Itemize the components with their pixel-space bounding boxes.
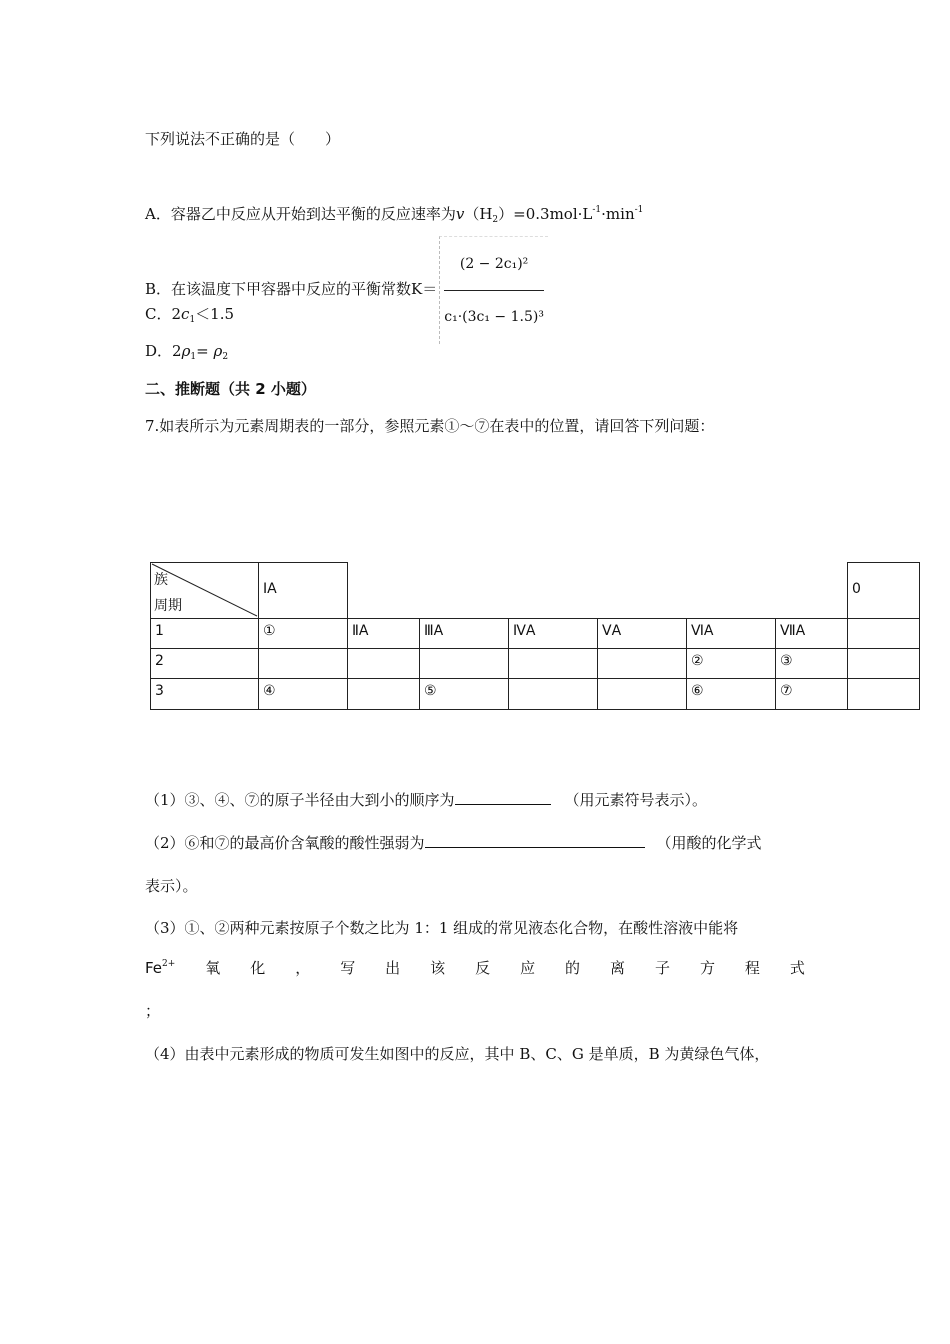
empty-cell — [419, 648, 509, 679]
question-stem: 下列说法不正确的是（ ） — [145, 130, 341, 148]
cell-element-7: ⑦ — [775, 678, 848, 710]
group-header-ia: IA — [258, 562, 348, 619]
cell-element-6: ⑥ — [686, 678, 776, 710]
group-header-0: 0 — [847, 562, 920, 619]
empty-cell — [347, 678, 420, 710]
cell-element-1: ① — [258, 618, 348, 649]
answer-blank-2[interactable] — [425, 833, 645, 848]
cell-element-3: ③ — [775, 648, 848, 679]
empty-cell — [258, 648, 348, 679]
corner-cell — [150, 562, 259, 619]
empty-cell — [847, 648, 920, 679]
empty-cell — [347, 648, 420, 679]
group-header-va: ⅤA — [597, 618, 687, 649]
periodic-table — [150, 562, 920, 710]
empty-cell — [847, 678, 920, 710]
cell-element-4: ④ — [258, 678, 348, 710]
empty-cell — [597, 648, 687, 679]
option-b: B．在该温度下甲容器中反应的平衡常数K＝ $\frac{\text{(2 − 2c₁)²}}{\text{c₁·(3c₁ − 1.5)³}}$ — [145, 236, 548, 344]
group-header-iia: ⅡA — [347, 618, 420, 649]
sub-question-2-continued: 表示）。 — [145, 877, 198, 895]
sub-question-3-continued: $Fe^{2+}$ 氧 化 ， 写 出 该 反 应 的 离 子 方 程 式 — [145, 959, 805, 977]
group-header-viia: ⅦA — [775, 618, 848, 649]
period-2-label: 2 — [150, 648, 259, 679]
period-3-label: 3 — [150, 678, 259, 710]
group-header-iiia: ⅢA — [419, 618, 509, 649]
empty-cell — [508, 678, 598, 710]
sub-question-2: （2）⑥和⑦的最高价含氧酸的酸性强弱为 （用酸的化学式 — [145, 834, 762, 852]
group-header-via: ⅥA — [686, 618, 776, 649]
sub-question-1: （1）③、④、⑦的原子半径由大到小的顺序为 （用元素符号表示）。 — [145, 791, 708, 809]
answer-blank-1[interactable] — [455, 790, 551, 805]
sub-question-3-end: ； — [145, 1002, 161, 1020]
corner-label-period: 周期 — [154, 598, 182, 614]
empty-cell — [508, 648, 598, 679]
cell-element-2: ② — [686, 648, 776, 679]
option-d: D．$2\rho_1= \rho_2$ — [145, 342, 229, 362]
empty-cell — [597, 678, 687, 710]
cell-element-5: ⑤ — [419, 678, 509, 710]
empty-cell — [847, 618, 920, 649]
sub-question-3: （3）①、②两种元素按原子个数之比为 1：1 组成的常见液态化合物，在酸性溶液中能将 — [145, 919, 739, 937]
question-7-intro: 7.如表所示为元素周期表的一部分，参照元素①～⑦在表中的位置，请回答下列问题： — [145, 417, 715, 435]
group-header-iva: ⅣA — [508, 618, 598, 649]
option-a: A．容器乙中反应从开始到达平衡的反应速率为$v(H_2)=0.3mol\cdot L^{-1}\cdot\min^{-1}$ — [145, 205, 644, 225]
period-1-label: 1 — [150, 618, 259, 649]
section-title: 二、推断题（共 2 小题） — [145, 380, 316, 398]
equilibrium-constant-fraction: $\frac{\text{(2 − 2c₁)²}}{\text{c₁·(3c₁ − 1.5)³}}$ — [439, 236, 548, 344]
option-c: C．$2c_1<1.5$ — [145, 305, 235, 325]
corner-label-group: 族 — [154, 572, 168, 588]
sub-question-4: （4）由表中元素形成的物质可发生如图中的反应，其中 B、C、G 是单质，B 为黄绿色气体， — [145, 1045, 770, 1063]
